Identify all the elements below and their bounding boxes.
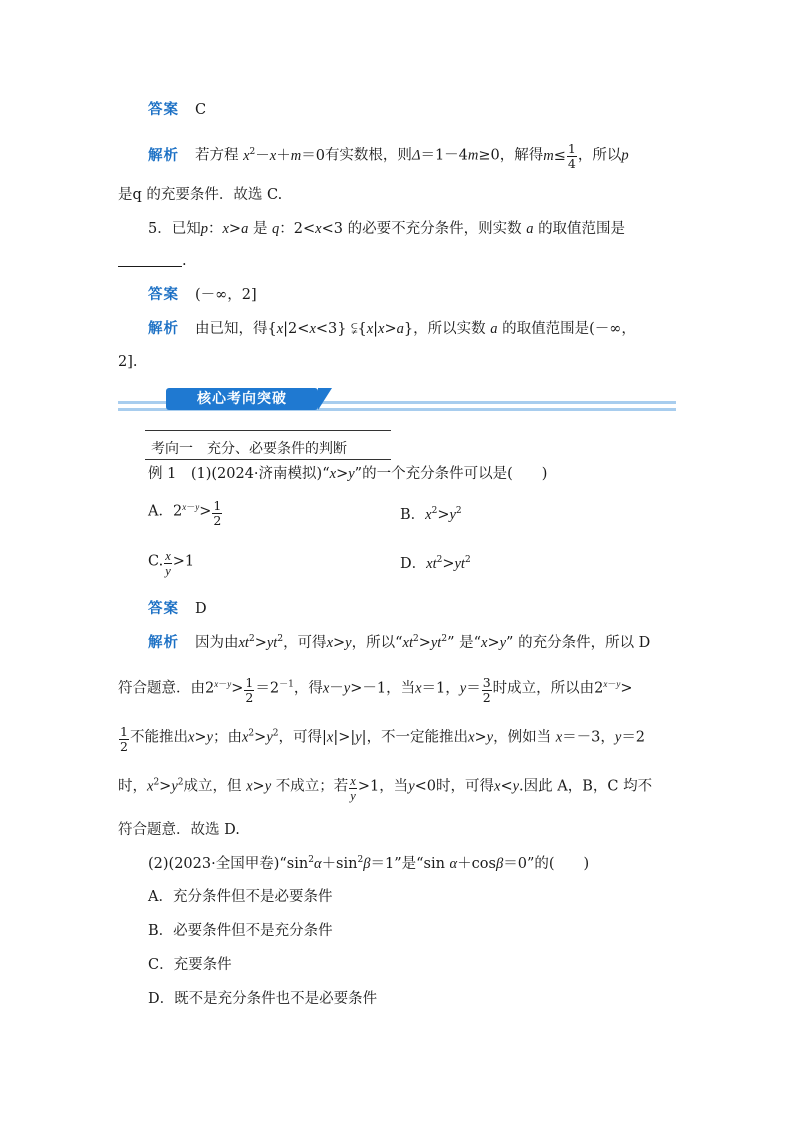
ex1-analysis-text: ，可得 (283, 635, 327, 651)
ex2-option-c: C．充要条件 (148, 957, 232, 973)
ex1-analysis-text: .因此 A，B，C 均不 (519, 778, 653, 795)
ex2-option-d: D．既不是充分条件也不是必要条件 (148, 991, 378, 1007)
equation: m≤ $\frac{1}{4}$ (543, 141, 576, 171)
option-label: B． (400, 507, 426, 523)
example-1-2-stem: (2)(2023·全国甲卷)“$\sin^2\alpha+\sin^2\beta=1$”是“sin α＋cosβ＝0”的( ) (148, 855, 590, 872)
ex1-analysis-line-4: 时，$x^2>y^2$成立，但 x>y 不成立；若 $\frac{x}{y}$ >1，当y<0时，可得x<y.因此 A，B，C 均不 (118, 774, 653, 803)
q5-text: 5．已知 (148, 221, 201, 237)
analysis-line-top-2: 是q 的充要条件．故选 C. (118, 187, 283, 203)
q5-analysis-tail: 2]. (118, 354, 138, 370)
ex1-analysis-text: ，可得 (278, 729, 322, 746)
ex2-text: (2)(2023·全国甲卷)“ (148, 856, 287, 872)
answer-label: 答案 (148, 601, 179, 617)
section-title-box (145, 430, 391, 460)
option-label: C. (148, 553, 164, 570)
ex1-analysis-text: 时，可得 (436, 778, 494, 795)
example-1-stem: 例 1 (1)(2024·济南模拟)“x>y”的一个充分条件可以是( ) (148, 466, 548, 482)
ex2-text: ”是“ (394, 856, 424, 872)
ex2-text: ”的( ) (526, 856, 590, 872)
option-b: B．$x^2>y^2$ (400, 506, 462, 523)
set-expression: {x|2<x<3} ⫋{x|x>a} (267, 321, 414, 337)
ex1-analysis-line-1: 解析 因为由$xt^2>yt^2$，可得x>y，所以“$xt^2>yt^2$” 是“x>y” 的充分条件，所以 D (148, 634, 651, 651)
q5-analysis-text: 由已知，得 (195, 321, 268, 337)
question-5: 5．已知p：x>a 是 q：2<x<3 的必要不充分条件，则实数 a 的取值范围是 (148, 221, 626, 237)
ex1-analysis-text: 时， (118, 778, 147, 795)
analysis-text: ，解得 (499, 147, 544, 164)
ex1-text: 例 1 (1)(2024·济南模拟)“ (148, 466, 330, 482)
q5-text: 的取值范围是 (538, 221, 626, 237)
section-title: 考向一 充分、必要条件的判断 (151, 441, 347, 457)
option-a: A．$2^{x-y}>$ $\frac{1}{2}$ (148, 498, 222, 528)
analysis-text: ，所以 (577, 147, 622, 164)
question-5-blank: . (118, 254, 187, 269)
q5-analysis-line: 解析 由已知，得{x|2<x<3} ⫋{x|x>a}，所以实数 a 的取值范围是(－∞， (148, 321, 636, 337)
q5-analysis-text: ，所以实数 (413, 321, 486, 337)
ex1-analysis-text: ” 是“ (447, 635, 482, 651)
equation: $x^2-x+m=0$ (243, 146, 325, 164)
ex1-analysis-text: ，所以“ (351, 635, 403, 651)
banner-title: 核心考向突破 (166, 388, 318, 410)
ex1-analysis-text: ，得 (293, 680, 323, 697)
ex1-analysis-text: 因为由 (195, 635, 239, 651)
q5-analysis-text: 的取值范围是(－∞， (502, 321, 636, 337)
analysis-text: 有实数根，则 (324, 147, 412, 164)
analysis-line-top: 解析 若方程 $x^2-x+m=0$有实数根，则Δ＝1－4m≥0，解得m≤ $\frac{1}{4}$ ，所以p (148, 141, 629, 171)
analysis-label: 解析 (148, 147, 179, 164)
ex1-analysis-line-2: 符合题意．由$2^{x-y}>$ $\frac{1}{2}$ $=2^{-1}$，得x－y>－1，当x＝1，y＝ $\frac{3}{2}$ 时成立，所以由$2^{x-y}>$ (118, 675, 633, 705)
q5-answer-line (148, 288, 257, 303)
section-banner (118, 388, 676, 416)
answer-label: 答案 (148, 102, 179, 118)
equation: Δ＝1－4m≥0 (411, 147, 500, 164)
ex1-analysis-text: 符合题意．由 (118, 680, 205, 697)
answer-value: C (195, 102, 207, 118)
q5-answer-value: (－∞，2] (195, 287, 257, 303)
answer-blank (118, 266, 182, 267)
answer-line-top (148, 103, 206, 118)
q5-text: 是 (252, 221, 268, 237)
ex1-text: ”的一个充分条件可以是( ) (354, 466, 548, 482)
answer-label: 答案 (148, 287, 179, 303)
q5-text: 的必要不充分条件，则实数 (347, 221, 522, 237)
ex1-analysis-text: ；由 (212, 729, 242, 746)
ex1-answer-line (148, 602, 207, 617)
ex1-analysis-text: 不能推出 (129, 729, 188, 746)
option-label: D． (400, 556, 427, 572)
ex1-analysis-text: 成立，但 (183, 778, 242, 795)
banner-flag (318, 388, 332, 410)
analysis-text: 若方程 (195, 147, 239, 164)
ex1-answer-value: D (195, 601, 207, 617)
ex2-option-a: A．充分条件但不是必要条件 (148, 889, 333, 905)
analysis-label: 解析 (148, 635, 179, 651)
ex1-analysis-text: ，当 (379, 778, 409, 795)
ex1-analysis-text: ，不一定能推出 (366, 729, 469, 746)
ex1-analysis-line-3: $\frac{1}{2}$ 不能推出x>y；由$x^2>y^2$，可得|x|>|y|，不一定能推出x>y，例如当 x＝－3，y＝2 (120, 724, 646, 754)
ex2-option-b: B．必要条件但不是充分条件 (148, 923, 333, 939)
option-label: A． (148, 503, 173, 520)
option-d: D．$xt^2>yt^2$ (400, 555, 471, 572)
option-c: C. $\frac{x}{y}$ >1 (148, 549, 195, 578)
ex1-analysis-text: ，例如当 (493, 729, 552, 746)
ex1-analysis-text: 时成立，所以由 (492, 680, 595, 697)
ex1-analysis-text: 不成立；若 (275, 778, 349, 795)
ex1-analysis-line-5: 符合题意．故选 D. (118, 822, 240, 838)
ex1-analysis-text: ，当 (386, 680, 416, 697)
ex1-analysis-text: ” 的充分条件，所以 D (506, 635, 651, 651)
analysis-label: 解析 (148, 321, 179, 337)
